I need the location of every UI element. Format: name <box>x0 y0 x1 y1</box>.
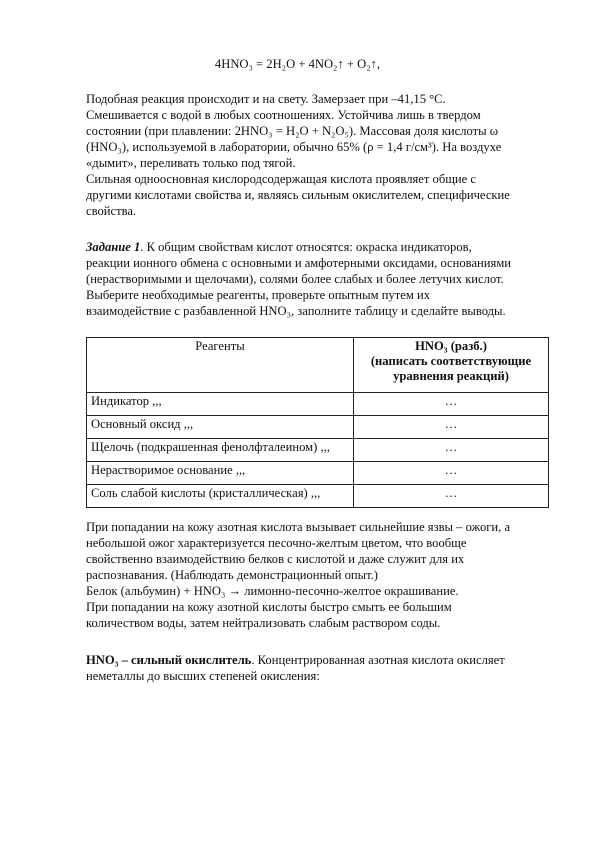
para1-line-2: Смешивается с водой в любых соотношениях. Устойчива лишь в твердом <box>86 108 481 122</box>
reaction-cell[interactable]: … <box>354 439 549 462</box>
table-row <box>87 416 549 439</box>
para2-line-4: распознавания. (Наблюдать демонстрационный опыт.) <box>86 568 378 582</box>
para1-line-7: другими кислотами свойства и, являясь сильным окислителем, специфические <box>86 188 510 202</box>
reaction-cell[interactable]: … <box>354 393 549 416</box>
para2-line-3: свойственно взаимодействию белков с кислотой и даже служит для их <box>86 552 465 566</box>
oxidizer-bold: HNO₃ – сильный окислитель <box>86 653 252 667</box>
table-row <box>87 439 549 462</box>
task-line-4: Выберите необходимые реагенты, проверьте опытным путем их <box>86 288 431 302</box>
task-line-3: (нерастворимыми и щелочами), солями более слабых и более летучих кислот. <box>86 272 504 286</box>
reagent-cell: Индикатор ,,, <box>87 393 354 416</box>
para2-line-7: количеством воды, затем нейтрализовать слабым раствором соды. <box>86 616 441 630</box>
para1-line-5: «дымит», переливать только под тягой. <box>86 156 296 170</box>
header-hno3 <box>354 338 549 393</box>
task-first-line <box>86 240 472 255</box>
para1-line-8: свойства. <box>86 204 137 218</box>
para1-line-6: Сильная одноосновная кислородсодержащая кислота проявляет общие с <box>86 172 476 186</box>
header-hno3-title: HNO₃ (разб.) <box>415 339 487 353</box>
task-label: Задание 1 <box>86 240 141 254</box>
para2-line-5: Белок (альбумин) + HNO₃ → лимонно-песочно-желтое окрашивание. <box>86 584 459 598</box>
reaction-cell[interactable]: … <box>354 485 549 508</box>
reagent-cell: Соль слабой кислоты (кристаллическая) ,,, <box>87 485 354 508</box>
table-row <box>87 462 549 485</box>
table-row <box>87 393 549 416</box>
reagent-cell: Нерастворимое основание ,,, <box>87 462 354 485</box>
para1-line-3: состоянии (при плавлении: 2HNO₃ = H₂O + N₂O₅). Массовая доля кислоты ω <box>86 124 499 138</box>
para3-line-2: неметаллы до высших степеней окисления: <box>86 669 320 683</box>
header-hno3-note-1: (написать соответствующие <box>370 354 532 368</box>
task-line-2: реакции ионного обмена с основными и амфотерными оксидами, основаниями <box>86 256 512 270</box>
reagent-cell: Основный оксид ,,, <box>87 416 354 439</box>
header-hno3-note-2: уравнения реакций) <box>393 369 509 383</box>
para3-line-1-rest: . Концентрированная азотная кислота окисляет <box>251 653 505 667</box>
reaction-cell[interactable]: … <box>354 416 549 439</box>
table-header-row <box>87 338 549 393</box>
reagents-table <box>86 337 549 508</box>
para3-line-1 <box>86 653 505 668</box>
para2-line-2: небольшой ожог характеризуется песочно-желтым цветом, что вообще <box>86 536 467 550</box>
task-first-line-rest: . К общим свойствам кислот относятся: окраска индикаторов, <box>140 240 472 254</box>
para2-line-1: При попадании на кожу азотная кислота вызывает сильнейшие язвы – ожоги, а <box>86 520 511 534</box>
reaction-cell[interactable]: … <box>354 462 549 485</box>
para1-line-4: (HNO₃), используемой в лаборатории, обычно 65% (ρ = 1,4 г/см³). На воздухе <box>86 140 502 154</box>
para1-line-1: Подобная реакция происходит и на свету. Замерзает при –41,15 °С. <box>86 92 446 106</box>
task-line-5: взаимодействие с разбавленной HNO₃, заполните таблицу и сделайте выводы. <box>86 304 506 318</box>
table-row <box>87 485 549 508</box>
para2-line-6: При попадании на кожу азотной кислоты быстро смыть ее большим <box>86 600 452 614</box>
reagent-cell: Щелочь (подкрашенная фенолфталеином) ,,, <box>87 439 354 462</box>
decomposition-equation: 4HNO₃ = 2H₂O + 4NO₂↑ + O₂↑, <box>214 57 381 71</box>
header-reagents: Реагенты <box>87 338 354 393</box>
